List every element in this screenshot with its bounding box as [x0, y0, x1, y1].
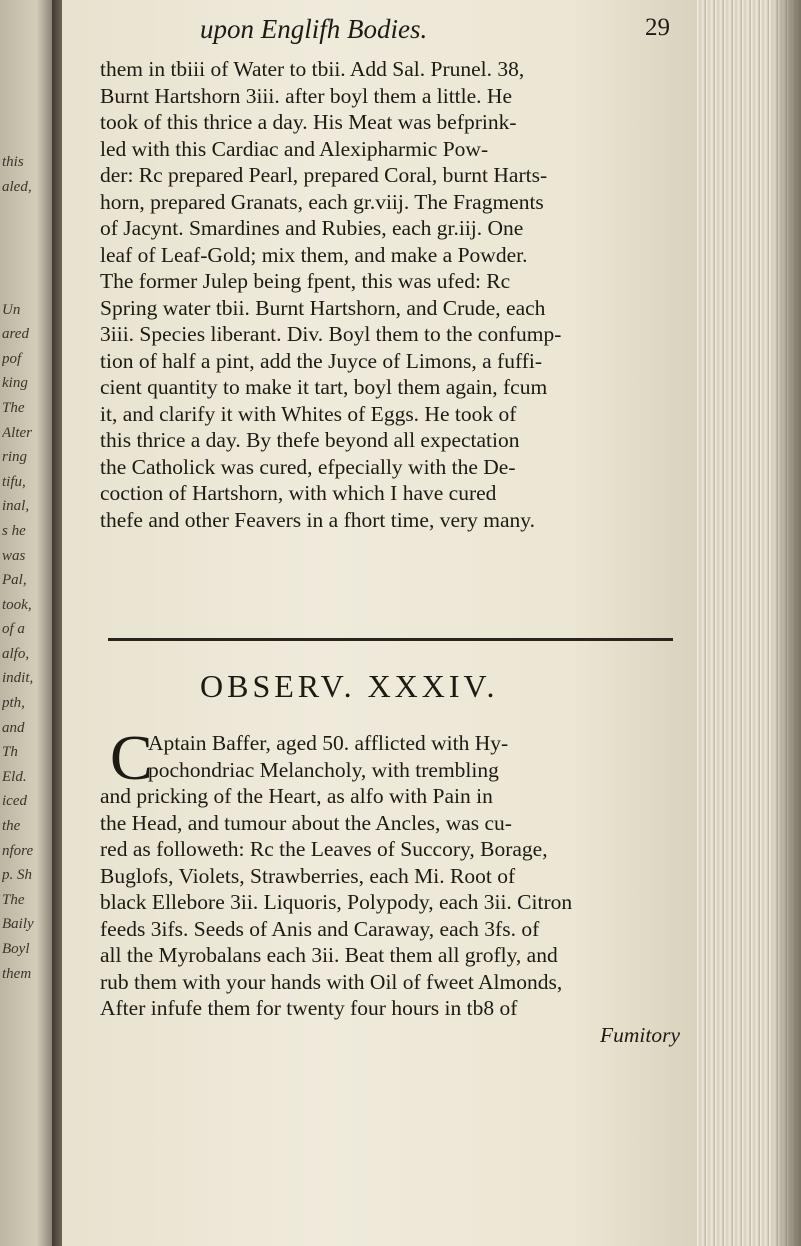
text-line: feeds 3ifs. Seeds of Anis and Caraway, each 3fs. of: [100, 916, 540, 941]
facing-page-line: this: [2, 154, 24, 170]
observation-text: [100, 722, 690, 1048]
drop-capital: C: [110, 722, 153, 793]
facing-page-line: aled,: [2, 178, 32, 195]
facing-page-line: Alter: [2, 424, 32, 441]
text-line: it, and clarify it with Whites of Eggs. He took of: [100, 401, 517, 426]
facing-page-line: ared: [2, 326, 29, 343]
facing-page-line: inal,: [2, 498, 30, 515]
text-line: After infufe them for twenty four hours in tb8 of: [100, 996, 518, 1020]
facing-page-line: took,: [2, 596, 32, 613]
facing-page-line: Eld.: [2, 768, 27, 785]
facing-page-line: tifu,: [2, 473, 26, 490]
text-line: pochondriac Melancholy, with trembling: [148, 757, 499, 782]
facing-page-line: of a: [2, 621, 25, 638]
facing-page-line: Un: [2, 301, 21, 318]
text-line: and pricking of the Heart, as alfo with Pain in: [100, 784, 493, 808]
text-line: rub them with your hands with Oil of fweet Almonds,: [100, 969, 563, 994]
facing-page-line: ring: [2, 449, 28, 466]
facing-page-line: the: [2, 818, 21, 835]
text-line: black Ellebore 3ii. Liquoris, Polypody, each 3ii. Citron: [100, 890, 573, 914]
text-line: the Catholick was cured, efpecially with the De-: [100, 454, 516, 479]
text-line: Burnt Hartshorn 3iii. after boyl them a little. He: [100, 83, 512, 108]
facing-page-line: nfore: [2, 842, 34, 859]
facing-page-line: [2, 273, 50, 298]
facing-page-line: [2, 224, 50, 249]
section-divider: [108, 638, 673, 641]
facing-page-line: pth,: [2, 695, 25, 712]
facing-page-line: [2, 199, 50, 224]
page-number: 29: [645, 14, 670, 41]
facing-page-line: alfo,: [2, 645, 30, 662]
text-line: coction of Hartshorn, with which I have cured: [100, 481, 497, 505]
text-line: Buglofs, Violets, Strawberries, each Mi. Root of: [100, 863, 516, 888]
book-gutter: [52, 0, 62, 1246]
text-line: them in tbiii of Water to tbii. Add Sal. Prunel. 38,: [100, 57, 525, 81]
facing-page-line: pof: [2, 350, 22, 367]
facing-page-line: and: [2, 719, 25, 736]
facing-page-line: Th: [2, 744, 18, 761]
facing-page-line: s he: [2, 522, 26, 539]
facing-page-line: The: [2, 891, 25, 908]
text-line: leaf of Leaf-Gold; mix them, and make a Powder.: [100, 242, 528, 267]
text-line: der: Rc prepared Pearl, prepared Coral, burnt Harts-: [100, 163, 548, 187]
text-line: led with this Cardiac and Alexipharmic Pow-: [100, 136, 489, 161]
text-line: cient quantity to make it tart, boyl them again, fcum: [100, 375, 548, 399]
facing-page-line: king: [2, 375, 28, 392]
text-line: horn, prepared Granats, each gr.viij. The Fragments: [100, 189, 544, 214]
facing-page-line: Pal,: [2, 572, 27, 589]
page-stack-edge: [697, 0, 801, 1246]
facing-page-line: was: [2, 547, 26, 564]
page-header: [200, 12, 670, 52]
text-line: of Jacynt. Smardines and Rubies, each gr.iij. One: [100, 216, 524, 240]
facing-page-line: iced: [2, 793, 27, 810]
catchword: Fumitory: [599, 1022, 680, 1047]
facing-page-edge: [0, 0, 52, 1246]
facing-page-line: p. Sh: [2, 867, 32, 884]
text-line: Spring water tbii. Burnt Hartshorn, and Crude, each: [100, 295, 546, 320]
facing-page-line: [2, 248, 50, 273]
text-line: red as followeth: Rc the Leaves of Succory, Borage,: [100, 837, 548, 861]
text-line: all the Myrobalans each 3ii. Beat them all grofly, and: [100, 943, 558, 967]
text-line: The former Julep being fpent, this was ufed: Rc: [100, 269, 511, 293]
body-paragraph: [100, 56, 690, 533]
running-title: upon Englifh Bodies.: [200, 14, 428, 44]
text-line: Aptain Baffer, aged 50. afflicted with Hy-: [148, 731, 509, 755]
facing-page-text: [2, 150, 50, 986]
facing-page-line: them: [2, 965, 32, 982]
facing-page-line: indit,: [2, 670, 34, 687]
text-line: tion of half a pint, add the Juyce of Limons, a fuffi-: [100, 348, 543, 373]
text-line: took of this thrice a day. His Meat was befprink-: [100, 110, 517, 134]
observation-heading: OBSERV. XXXIV.: [200, 668, 499, 704]
text-line: this thrice a day. By thefe beyond all expectation: [100, 428, 520, 452]
facing-page-line: The: [2, 399, 25, 416]
text-line: thefe and other Feavers in a fhort time, very many.: [100, 507, 536, 532]
facing-page-line: Boyl: [2, 941, 30, 957]
text-line: 3iii. Species liberant. Div. Boyl them to the confump-: [100, 322, 562, 346]
facing-page-line: Baily: [2, 916, 34, 933]
text-line: the Head, and tumour about the Ancles, was cu-: [100, 810, 512, 835]
